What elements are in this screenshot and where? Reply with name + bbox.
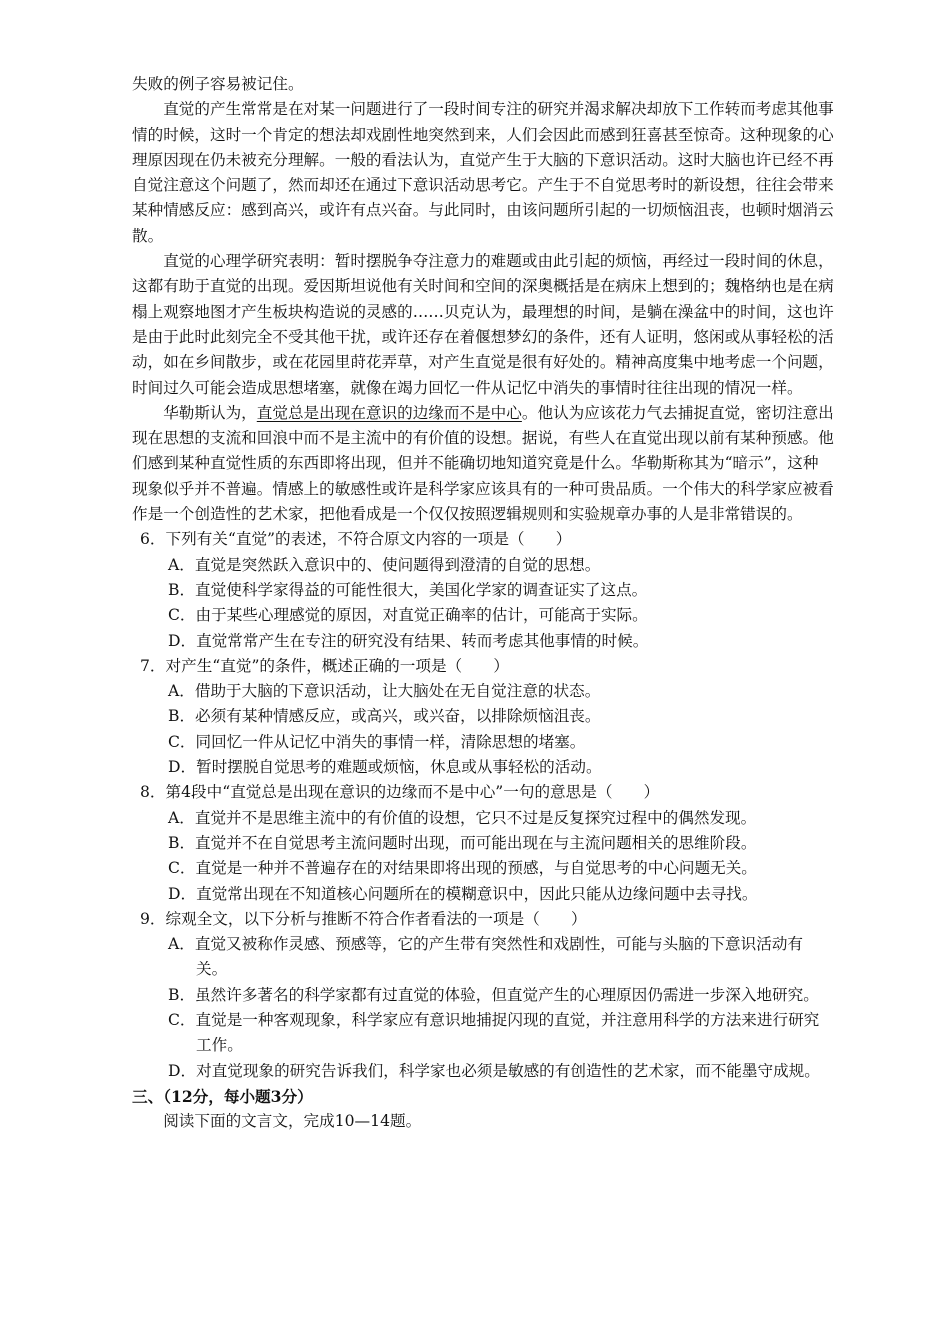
question-9 [132, 907, 834, 1084]
passage-paragraph-3: 直觉的心理学研究表明：暂时摆脱争夺注意力的难题或由此引起的烦恼，再经过一段时间的休息，这都有助于直觉的出现。爱因斯坦说他有关时间和空间的深奥概括是在病床上想到的；魏格纳也是在病榻上观察地图才产生板块构造说的灵感的……贝克认为，最理想的时间，是躺在澡盆中的时间，这也许是由于此时此刻完全不受其他干扰，或许还存在着偃想梦幻的条件，还有人证明，悠闲或从事轻松的活动，如在乡间散步，或在花园里莳花弄草，对产生直觉是很有好处的。精神高度集中地考虑一个问题，时间过久可能会造成思想堵塞，就像在竭力回忆一件从记忆中消失的事情时往往出现的情况一样。 [132, 252, 834, 397]
section-3-heading: 三、（12分，每小题3分） [132, 1086, 313, 1106]
option-a: A．直觉又被称作灵感、预感等，它的产生带有突然性和戏剧性，可能与头脑的下意识活动有关。 [168, 935, 804, 979]
option-d: D．直觉常常产生在专注的研究没有结果、转而考虑其他事情的时候。 [168, 631, 649, 650]
paragraph-4-lead: 华勒斯认为， [163, 403, 257, 422]
passage-paragraph-1: 失败的例子容易被记住。 [132, 75, 304, 93]
option-b: B．必须有某种情感反应，或高兴，或兴奋，以排除烦恼沮丧。 [168, 707, 601, 726]
question-stem: 6．下列有关“直觉”的表述，不符合原文内容的一项是（ ） [140, 530, 572, 549]
option-b: B．直觉使科学家得益的可能性很大，美国化学家的调查证实了这点。 [168, 580, 648, 599]
question-stem: 9．综观全文，以下分析与推断不符合作者看法的一项是（ ） [140, 909, 587, 928]
option-c: C．直觉是一种客观现象，科学家应有意识地捕捉闪现的直觉，并注意用科学的方法来进行研究工作。 [168, 1010, 820, 1055]
passage-paragraph-2: 直觉的产生常常是在对某一问题进行了一段时间专注的研究并渴求解决却放下工作转而考虑其他事情的时候，这时一个肯定的想法却戏剧性地突然到来，人们会因此而感到狂喜甚至惊奇。这种现象的心理原因现在仍未被充分理解。一般的看法认为，直觉产生于大脑的下意识活动。这时大脑也许已经不再自觉注意这个问题了，然而却还在通过下意识活动思考它。产生于不自觉思考时的新设想，往往会带来某种情感反应：感到高兴，或许有点兴奋。与此同时，由该问题所引起的一切烦恼沮丧，也顿时烟消云散。 [132, 100, 834, 245]
option-d: D．对直觉现象的研究告诉我们，科学家也必须是敏感的有创造性的艺术家，而不能墨守成规。 [168, 1061, 820, 1080]
section-3-instruction: 阅读下面的文言文，完成10—14题。 [163, 1112, 422, 1131]
option-b: B．虽然许多著名的科学家都有过直觉的体验，但直觉产生的心理原因仍需进一步深入地研究。 [168, 985, 819, 1004]
option-d: D．直觉常出现在不知道核心问题所在的模糊意识中，因此只能从边缘问题中去寻找。 [168, 884, 758, 903]
option-a: A．直觉是突然跃入意识中的、使问题得到澄清的自觉的思想。 [168, 555, 601, 574]
question-stem: 8．第4段中“直觉总是出现在意识的边缘而不是中心”一句的意思是（ ） [140, 783, 660, 802]
option-d: D．暂时摆脱自觉思考的难题或烦恼，休息或从事轻松的活动。 [168, 758, 602, 777]
option-a: A．直觉并不是思维主流中的有价值的设想，它只不过是反复探究过程中的偶然发现。 [168, 808, 757, 827]
question-7 [132, 654, 834, 780]
passage-paragraph-4 [132, 401, 834, 527]
question-8 [132, 780, 834, 906]
option-c: C．直觉是一种并不普遍存在的对结果即将出现的预感，与自觉思考的中心问题无关。 [168, 859, 757, 878]
question-6 [132, 527, 834, 653]
question-stem: 7．对产生“直觉”的条件，概述正确的一项是（ ） [140, 656, 509, 675]
option-a: A．借助于大脑的下意识活动，让大脑处在无自觉注意的状态。 [168, 682, 601, 701]
option-c: C．由于某些心理感觉的原因，对直觉正确率的估计，可能高于实际。 [168, 606, 648, 625]
underlined-sentence: 直觉总是出现在意识的边缘而不是中心 [256, 403, 522, 422]
paragraph-4-rest: 。他认为应该花力气去捕捉直觉，密切注意出现在思想的支流和回浪中而不是主流中的有价值的设想。据说，有些人在直觉出现以前有某种预感。他们感到某种直觉性质的东西即将出现，但并不能确切地知道究竟是什么。华勒斯称其为“暗示”，这种现象似乎并不普遍。情感上的敏感性或许是科学家应该具有的一种可贵品质。一个伟大的科学家应被看作是一个创造性的艺术家，把他看成是一个仅仅按照逻辑规则和实验规章办事的人是非常错误的。 [132, 403, 834, 524]
option-c: C．同回忆一件从记忆中消失的事情一样，清除思想的堵塞。 [168, 732, 586, 751]
option-b: B．直觉并不在自觉思考主流问题时出现，而可能出现在与主流问题相关的思维阶段。 [168, 833, 757, 852]
